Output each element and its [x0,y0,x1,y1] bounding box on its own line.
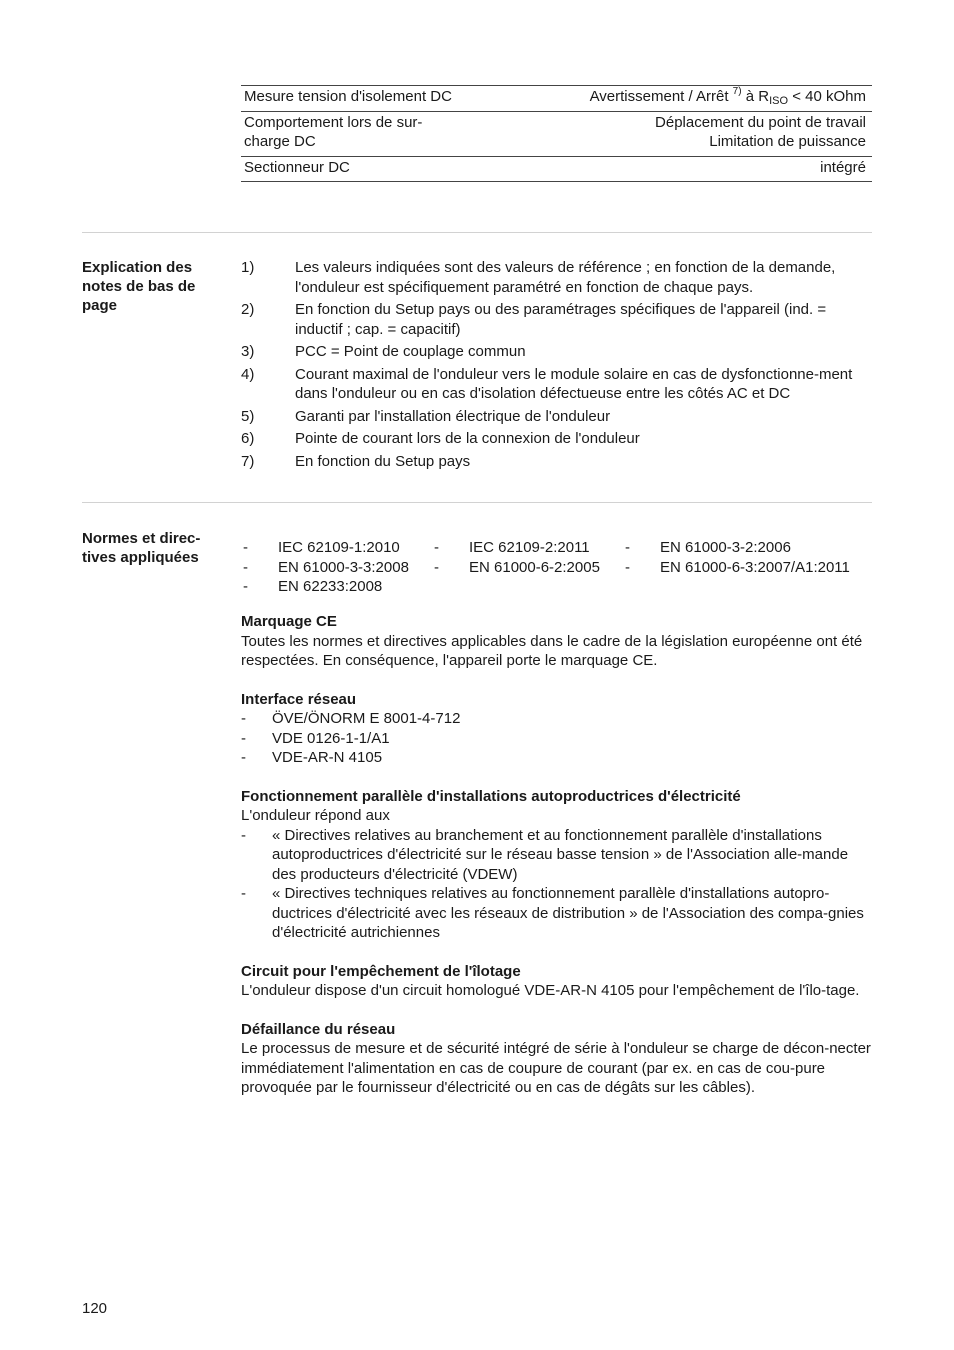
section-heading: Circuit pour l'empêchement de l'îlotage [241,962,521,980]
list-item: 1) Les valeurs indiquées sont des valeurs de référence ; en fonction de la demande, l'onduleur est spécifiquement paramétré en fonction de chaque pays. [241,259,836,296]
spec-value: intégré [820,158,866,176]
norm-item: - IEC 62109-1:2010 [243,539,400,556]
norm-item: - EN 61000-3-3:2008 [243,558,409,576]
spec-row-insulation [241,86,872,112]
norm-row [241,577,872,597]
list-item: 7) En fonction du Setup pays [241,452,471,470]
norms-title: Normes et direc-tives appliquées [82,530,201,566]
section-text: Toutes les normes et directives applicables dans le cadre de la législation européenne ont été respectées. En conséquence, l'appareil porte le marquage CE. [241,632,863,669]
list-item: 4) Courant maximal de l'onduleur vers le module solaire en cas de dysfonctionne-ment dans l'onduleur ou en cas d'isolation défectueuse entre les côtés AC et DC [241,365,853,402]
list-item: - ÖVE/ÖNORM E 8001-4-712 [241,710,461,727]
spec-row-overload [241,112,872,157]
list-item: 3) PCC = Point de couplage commun [241,343,526,360]
section-heading: Fonctionnement parallèle d'installations autoproductrices d'électricité [241,787,741,805]
section-grid-interface [241,690,873,768]
list-item: 2) En fonction du Setup pays ou des paramétrages spécifiques de l'appareil (ind. = inductif ; cap. = capacitif) [241,301,827,338]
spec-label: Mesure tension d'isolement DC [244,88,452,105]
spec-row-disconnector [241,157,872,183]
section-islanding [241,962,873,1001]
list-item: - « Directives techniques relatives au fonctionnement parallèle d'installations autopro-ductrices d'électricité avec les réseaux de distribution » de l'Association des compa-gnies d'électricité autrichiennes [241,885,864,941]
spec-label: Comportement lors de sur-charge DC [244,113,423,150]
norm-row [241,558,872,578]
section-text: L'onduleur dispose d'un circuit homologué VDE-AR-N 4105 pour l'empêchement de l'îlo-tage. [241,982,860,999]
section-heading: Interface réseau [241,690,357,708]
section-text: Le processus de mesure et de sécurité intégré de série à l'onduleur se charge de décon-necter immédiatement l'alimentation en cas de coupure de courant (par ex. en cas de cou-pure provoquée par le fournisseur d'électricité ou en cas de dégâts sur les câbles). [241,1040,871,1096]
norm-item: - IEC 62109-2:2011 [434,539,590,556]
section-grid-failure [241,1020,873,1098]
spec-value: Déplacement du point de travail Limitation de puissance [655,113,866,150]
section-heading: Défaillance du réseau [241,1020,396,1038]
spec-label: Sectionneur DC [244,158,350,176]
norm-item: - EN 61000-6-3:2007/A1:2011 [625,558,850,576]
section-parallel [241,787,873,943]
list-item: - VDE 0126-1-1/A1 [241,729,390,747]
section-heading: Marquage CE [241,613,337,630]
spec-value: Avertissement / Arrêt $^{7)}$ à $R_{ISO} < 40$ kOhm [589,86,866,107]
norm-item: - EN 62233:2008 [243,578,383,595]
page-number: 120 [82,1300,108,1317]
norm-item: - EN 61000-3-2:2006 [625,539,791,556]
section-divider [82,232,872,233]
section-ce [241,612,873,671]
footnotes-title: Explication des notes de bas de page [82,259,196,314]
norms-list [241,538,872,597]
list-item: 5) Garanti par l'installation électrique de l'onduleur [241,407,611,425]
section-divider [82,502,872,503]
list-item: - « Directives relatives au branchement et au fonctionnement parallèle d'installations autoproductrices d'électricité sur le réseau basse tension » de l'Association alle-mande des producteurs d'électricité (VDEW) [241,826,849,883]
section-text: L'onduleur répond aux [241,807,390,824]
spec-table [241,85,872,182]
content-sections [241,612,873,1117]
list-item: 6) Pointe de courant lors de la connexion de l'onduleur [241,430,640,447]
footnotes-list [241,258,872,474]
norm-row [241,538,872,558]
norm-item: - EN 61000-6-2:2005 [434,558,600,576]
list-item: - VDE-AR-N 4105 [241,749,383,766]
